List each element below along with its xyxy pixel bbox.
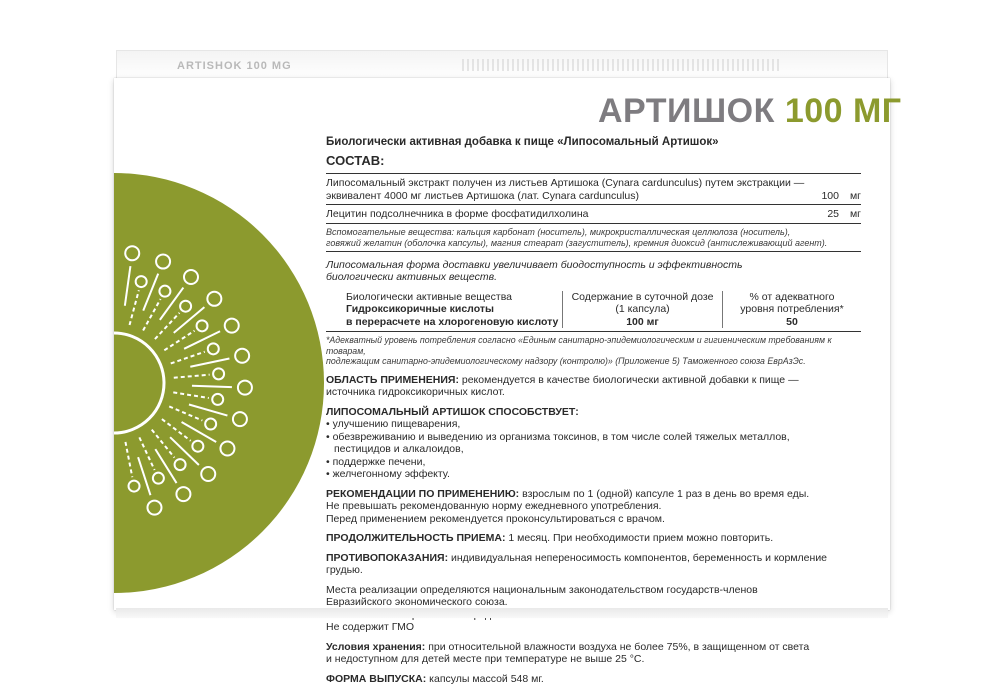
scope-label: ОБЛАСТЬ ПРИМЕНЕНИЯ:: [326, 374, 459, 386]
composition-unit: мг: [839, 208, 861, 221]
list-item: • улучшению пищеварения,: [326, 418, 861, 431]
auxiliary-substances: [326, 224, 861, 252]
composition-row-text: Лецитин подсолнечника в форме фосфатидилхолина: [326, 208, 813, 221]
box-top-markings: [462, 59, 782, 71]
product-name: АРТИШОК: [598, 92, 775, 130]
liposomal-note-line: Липосомальная форма доставки увеличивает биодоступность и эффективность: [326, 259, 861, 272]
storage-section: [326, 641, 861, 666]
bav-value: 100 мг: [563, 316, 722, 329]
product-title: [598, 92, 902, 131]
storage-text: и недоступном для детей месте при температуре не выше 25 °С.: [326, 653, 861, 666]
composition-unit: мг: [839, 190, 861, 203]
usage-text: взрослым по 1 (одной) капсуле 1 раз в день во время еды.: [519, 488, 809, 500]
composition-row: [326, 205, 861, 223]
usage-text: Перед применением рекомендуется проконсультироваться с врачом.: [326, 513, 861, 526]
composition-row-text: эквивалент 4000 мг листьев Артишока (лат. Cynara cardunculus): [326, 190, 813, 203]
composition-row: [326, 174, 861, 205]
legal-text: Места реализации определяются национальным законодательством государств-членов: [326, 584, 861, 597]
contraindications-section: [326, 552, 861, 577]
auxiliary-line: Вспомогательные вещества: кальция карбонат (носитель), микрокристаллическая целлюлоза (носитель),: [326, 227, 861, 238]
liposomal-note: [326, 259, 861, 284]
bav-header: Биологически активные вещества: [346, 291, 562, 304]
form-label: ФОРМА ВЫПУСКА:: [326, 673, 426, 685]
composition-table: [326, 173, 861, 224]
form-text: капсулы массой 548 мг.: [426, 673, 544, 685]
contraindications-label: ПРОТИВОПОКАЗАНИЯ:: [326, 552, 448, 564]
duration-label: ПРОДОЛЖИТЕЛЬНОСТЬ ПРИЕМА:: [326, 532, 505, 544]
form-section: [326, 673, 861, 685]
usage-label: РЕКОМЕНДАЦИИ ПО ПРИМЕНЕНИЮ:: [326, 488, 519, 500]
bav-value: 50: [723, 316, 861, 329]
liposome-illustration: [114, 173, 314, 593]
bav-header: % от адекватного: [723, 291, 861, 304]
box-top-brand: ARTISHOK 100 MG: [177, 60, 292, 72]
legal-text: Не содержит ГМО: [326, 621, 861, 634]
active-substances-table: [326, 291, 861, 333]
bav-col-percent: [722, 291, 861, 329]
bav-col-substance: [326, 291, 562, 329]
benefits-heading: ЛИПОСОМАЛЬНЫЙ АРТИШОК СПОСОБСТВУЕТ:: [326, 406, 861, 419]
product-subtitle: Биологически активная добавка к пище «Липосомальный Артишок»: [326, 136, 861, 149]
legal-text: Евразийского экономического союза.: [326, 596, 861, 609]
scope-text: рекомендуется в качестве биологически активной добавки к пище —: [459, 374, 799, 386]
footnote: [326, 335, 861, 367]
bav-col-content: [562, 291, 722, 329]
list-item: • поддержке печени,: [326, 456, 861, 469]
composition-heading: СОСТАВ:: [326, 155, 861, 168]
usage-text: Не превышать рекомендованную норму ежедневного употребления.: [326, 500, 861, 513]
list-item-text: пестицидов и алкалоидов,: [326, 443, 861, 456]
contraindications-text: индивидуальная непереносимость компонентов, беременность и кормление грудью.: [326, 552, 827, 577]
bav-header: уровня потребления*: [723, 303, 861, 316]
storage-text: при относительной влажности воздуха не более 75%, в защищенном от света: [425, 641, 809, 653]
bav-value: Гидроксикоричные кислоты: [346, 303, 562, 316]
composition-amount: 25: [813, 208, 839, 221]
composition-row-text: Липосомальный экстракт получен из листьев Артишока (Cynara cardunculus) путем экстракции —: [326, 177, 813, 190]
duration-text: 1 месяц. При необходимости прием можно повторить.: [505, 532, 773, 544]
list-item-text: обезвреживанию и выведению из организма токсинов, в том числе солей тяжелых металлов,: [333, 431, 790, 443]
list-item: • желчегонному эффекту.: [326, 468, 861, 481]
bav-value: в перерасчете на хлорогеновую кислоту: [346, 316, 562, 329]
benefits-section: [326, 406, 861, 481]
list-item: [326, 431, 861, 456]
composition-amount: 100: [813, 190, 839, 203]
product-dose: 100 МГ: [785, 92, 902, 130]
scope-section: [326, 374, 861, 399]
footnote-line: *Адекватный уровень потребления согласно «Единым санитарно-эпидемиологическим и гигиеническим требованиям к товарам,: [326, 335, 861, 356]
duration-section: [326, 532, 861, 545]
box-bottom-edge: [116, 608, 888, 618]
liposomal-note-line: биологически активных веществ.: [326, 271, 861, 284]
bav-header: (1 капсула): [563, 303, 722, 316]
usage-section: [326, 488, 861, 526]
auxiliary-line: говяжий желатин (оболочка капсулы), магния стеарат (загуститель), кремния диоксид (антислеживающий агент).: [326, 238, 861, 249]
bav-header: Содержание в суточной дозе: [563, 291, 722, 304]
package-back-panel: [114, 78, 890, 610]
footnote-line: подлежащим санитарно-эпидемиологическому надзору (контролю)» (Приложение 5) Таможенного союза ЕврАзЭс.: [326, 356, 861, 367]
storage-label: Условия хранения:: [326, 641, 425, 653]
label-content: [326, 136, 861, 685]
box-top-flap: [116, 50, 888, 80]
scope-text: источника гидроксикоричных кислот.: [326, 386, 861, 399]
